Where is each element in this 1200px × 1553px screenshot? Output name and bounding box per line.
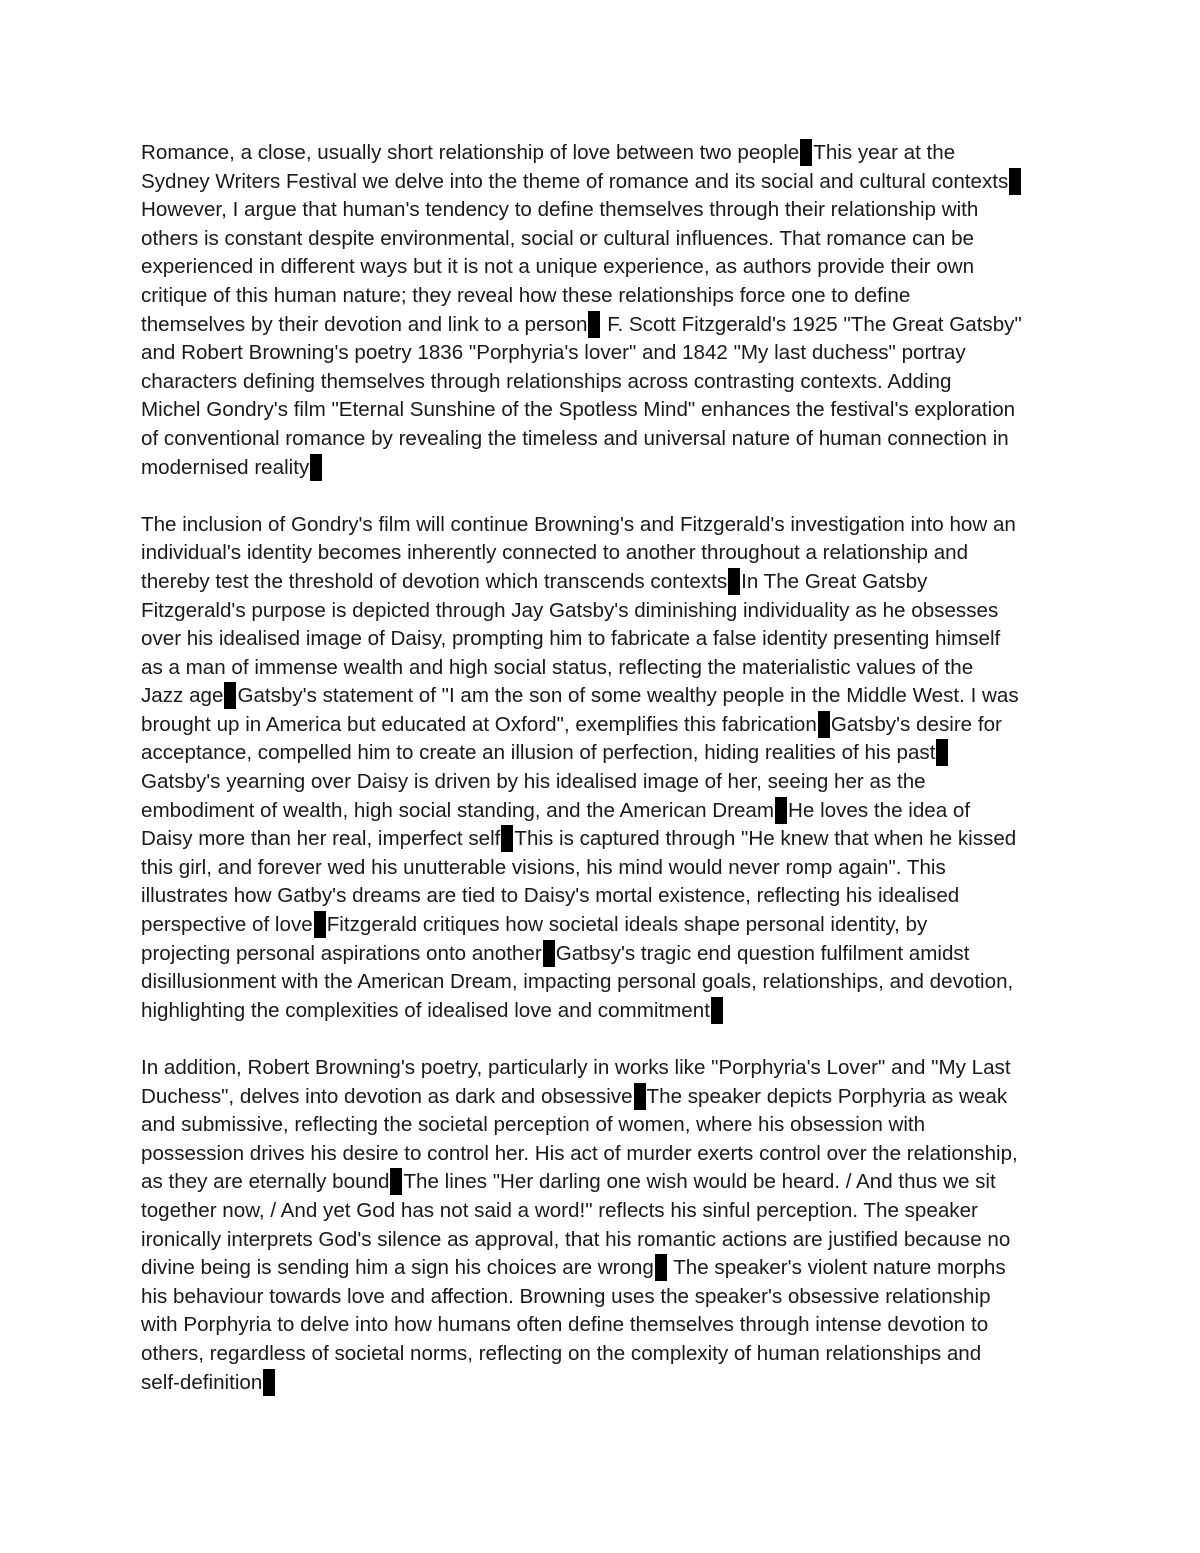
text-line xyxy=(141,568,1071,597)
text-segment: The lines "Her darling one wish would be heard. / And thus we sit xyxy=(403,1170,996,1194)
text-line xyxy=(141,1340,1071,1369)
text-segment: F. Scott Fitzgerald's 1925 "The Great Gatsby" xyxy=(601,312,1022,336)
text-segment: together now, / And yet God has not said a word!" reflects his sinful perception. The speaker xyxy=(141,1198,978,1222)
text-line xyxy=(141,1283,1071,1312)
paragraph-3 xyxy=(141,1054,1071,1397)
text-segment: In The Great Gatsby xyxy=(741,569,928,593)
redaction-mark xyxy=(800,139,812,166)
text-line xyxy=(141,997,1071,1026)
redaction-mark xyxy=(818,711,830,738)
text-line xyxy=(141,768,1071,797)
text-segment: The speaker depicts Porphyria as weak xyxy=(646,1084,1008,1108)
redaction-mark xyxy=(501,825,513,852)
text-line xyxy=(141,682,1071,711)
text-line xyxy=(141,1226,1071,1255)
text-line xyxy=(141,225,1071,254)
text-line xyxy=(141,654,1071,683)
text-segment: The speaker's violent nature morphs xyxy=(667,1256,1006,1280)
text-line xyxy=(141,368,1071,397)
text-line xyxy=(141,282,1071,311)
text-segment: critique of this human nature; they reveal how these relationships force one to define xyxy=(141,283,911,307)
text-segment: Romance, a close, usually short relationship of love between two people xyxy=(141,141,800,164)
text-line xyxy=(141,854,1071,883)
text-segment: his behaviour towards love and affection. Browning uses the speaker's obsessive relationship xyxy=(141,1284,991,1308)
text-line xyxy=(141,825,1071,854)
text-segment: over his idealised image of Daisy, prompting him to fabricate a false identity presenting himself xyxy=(141,627,1001,651)
paragraph-2 xyxy=(141,511,1071,1026)
document-body xyxy=(141,139,1071,1426)
redaction-mark xyxy=(728,568,740,595)
text-segment: embodiment of wealth, high social standing, and the American Dream xyxy=(141,798,775,822)
text-line xyxy=(141,1140,1071,1169)
text-segment: Michel Gondry's film "Eternal Sunshine of the Spotless Mind" enhances the festival's exploration xyxy=(141,398,1016,422)
text-line xyxy=(141,882,1071,911)
text-segment: as a man of immense wealth and high social status, reflecting the materialistic values of the xyxy=(141,655,974,679)
text-line xyxy=(141,1168,1071,1197)
redaction-mark xyxy=(224,682,236,709)
redaction-mark xyxy=(588,311,600,338)
text-segment: He loves the idea of xyxy=(788,798,971,822)
text-segment: Daisy more than her real, imperfect self xyxy=(141,827,501,851)
text-segment: as they are eternally bound xyxy=(141,1170,390,1194)
text-segment: illustrates how Gatby's dreams are tied to Daisy's mortal existence, reflecting his idealised xyxy=(141,884,960,908)
text-segment: others, regardless of societal norms, reflecting on the complexity of human relationships and xyxy=(141,1341,982,1365)
text-line xyxy=(141,1254,1071,1283)
text-line xyxy=(141,1369,1071,1398)
text-segment: acceptance, compelled him to create an illusion of perfection, hiding realities of his past xyxy=(141,741,936,765)
text-line xyxy=(141,425,1071,454)
text-segment: Duchess", delves into devotion as dark and obsessive xyxy=(141,1084,633,1108)
text-segment: perspective of love xyxy=(141,913,313,937)
text-segment: self-definition xyxy=(141,1370,263,1394)
text-segment: Gatbsy's tragic end question fulfilment amidst xyxy=(555,941,970,965)
text-line xyxy=(141,168,1071,197)
redaction-mark xyxy=(263,1369,275,1396)
text-segment: This year at the xyxy=(813,141,956,164)
redaction-mark xyxy=(1009,168,1021,195)
redaction-mark xyxy=(711,997,723,1024)
text-segment: The inclusion of Gondry's film will continue Browning's and Fitzgerald's investigation into how an xyxy=(141,512,1016,536)
text-segment: This is captured through "He knew that when he kissed xyxy=(514,827,1017,851)
text-segment: ironically interprets God's silence as approval, that his romantic actions are justified because no xyxy=(141,1227,1011,1251)
text-line xyxy=(141,597,1071,626)
redaction-mark xyxy=(634,1083,646,1110)
text-line xyxy=(141,1083,1071,1112)
text-line xyxy=(141,1197,1071,1226)
text-segment: others is constant despite environmental, social or cultural influences. That romance can be xyxy=(141,226,974,250)
text-segment: modernised reality xyxy=(141,455,310,479)
text-line xyxy=(141,396,1071,425)
redaction-mark xyxy=(775,797,787,824)
text-line xyxy=(141,339,1071,368)
text-segment: Fitzgerald critiques how societal ideals shape personal identity, by xyxy=(326,913,928,937)
text-segment: possession drives his desire to control her. His act of murder exerts control over the relationship, xyxy=(141,1141,1018,1165)
redaction-mark xyxy=(936,739,948,766)
text-segment: with Porphyria to delve into how humans often define themselves through intense devotion to xyxy=(141,1313,989,1337)
text-line xyxy=(141,739,1071,768)
text-line xyxy=(141,139,1071,168)
text-segment: However, I argue that human's tendency to define themselves through their relationship with xyxy=(141,198,979,222)
paragraph-1 xyxy=(141,139,1071,482)
redaction-mark xyxy=(390,1168,402,1195)
text-segment: of conventional romance by revealing the timeless and universal nature of human connection in xyxy=(141,426,1009,450)
text-segment: themselves by their devotion and link to a person xyxy=(141,312,588,336)
text-line xyxy=(141,797,1071,826)
text-segment: Gatsby's yearning over Daisy is driven by his idealised image of her, seeing her as the xyxy=(141,770,926,794)
text-segment: brought up in America but educated at Oxford", exemplifies this fabrication xyxy=(141,712,817,736)
redaction-mark xyxy=(310,454,322,481)
text-segment: projecting personal aspirations onto another xyxy=(141,941,542,965)
text-segment: experienced in different ways but it is not a unique experience, as authors provide their own xyxy=(141,255,975,279)
text-segment: individual's identity becomes inherently connected to another throughout a relationship and xyxy=(141,541,969,565)
text-segment: Fitzgerald's purpose is depicted through Jay Gatsby's diminishing individuality as he obsesses xyxy=(141,598,999,622)
text-segment: highlighting the complexities of idealised love and commitment xyxy=(141,998,710,1022)
text-line xyxy=(141,511,1071,540)
text-line xyxy=(141,968,1071,997)
text-segment: Gatsby's desire for xyxy=(830,712,1002,736)
text-line xyxy=(141,911,1071,940)
text-line xyxy=(141,454,1071,483)
text-line xyxy=(141,196,1071,225)
text-line xyxy=(141,253,1071,282)
text-segment: and Robert Browning's poetry 1836 "Porphyria's lover" and 1842 "My last duchess" portray xyxy=(141,341,966,365)
text-line xyxy=(141,539,1071,568)
text-segment: characters defining themselves through relationships across contrasting contexts. Adding xyxy=(141,369,952,393)
text-segment: and submissive, reflecting the societal perception of women, where his obsession with xyxy=(141,1113,926,1137)
text-segment: disillusionment with the American Dream, impacting personal goals, relationships, and devotion, xyxy=(141,970,1014,994)
text-line xyxy=(141,1111,1071,1140)
text-line xyxy=(141,1311,1071,1340)
text-line xyxy=(141,940,1071,969)
text-line xyxy=(141,625,1071,654)
redaction-mark xyxy=(655,1254,667,1281)
redaction-mark xyxy=(543,940,555,967)
text-line xyxy=(141,1054,1071,1083)
text-segment: Gatsby's statement of "I am the son of some wealthy people in the Middle West. I was xyxy=(237,684,1019,708)
text-segment: Jazz age xyxy=(141,684,224,708)
text-segment: thereby test the threshold of devotion which transcends contexts xyxy=(141,569,728,593)
text-segment: Sydney Writers Festival we delve into the theme of romance and its social and cultural contexts xyxy=(141,169,1009,193)
text-line xyxy=(141,311,1071,340)
text-line xyxy=(141,711,1071,740)
text-segment: In addition, Robert Browning's poetry, particularly in works like "Porphyria's Lover" and "My Last xyxy=(141,1056,1011,1079)
text-segment: this girl, and forever wed his unutterable visions, his mind would never romp again". This xyxy=(141,855,946,879)
text-segment: divine being is sending him a sign his choices are wrong xyxy=(141,1256,654,1280)
redaction-mark xyxy=(314,911,326,938)
